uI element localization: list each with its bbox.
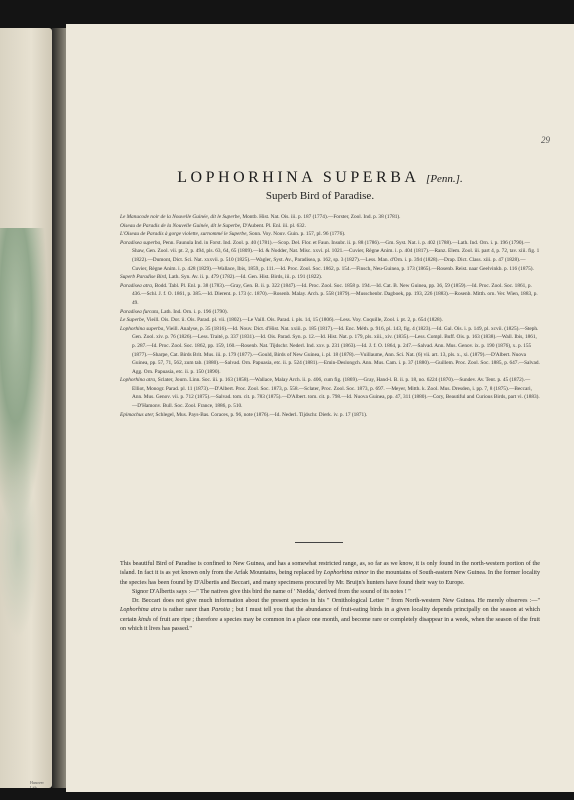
body-paragraph-text: This beautiful Bird of Paradise is confined to New Guinea, and has a somewhat restricted range, as, so far as we know, it is only found in the north-western portion of the island. In fact it is as yet known only from the Arfak Mountains, being replaced by [120, 561, 540, 577]
body-paragraph [120, 560, 540, 588]
page-number: 29 [541, 135, 550, 145]
body-paragraph-text: kinds [138, 616, 152, 623]
synonymy-entry-text: Paradisea superba, [120, 239, 162, 246]
plate-caption: Hanover Lith. [30, 780, 44, 788]
synonymy-entry [120, 222, 540, 231]
synonymy-entry [120, 316, 540, 325]
synonymy-entry-text: L'Oiseau de Paradis à gorge violette, surnommé le Superbe, [120, 231, 248, 238]
synonymy-entry-text: Vieill. Analyse, p. 35 (1816).—Id. Nouv. Dict. d'Hist. Nat. xxiii. p. 185 (1817).—Id. Enc. Méth. p. 916, pl. 143, fig. 4 (1823).—Id. Gal. Ois. i. p. 149, pl. xcvii. (1825).—Steph. Gen. Zool. xiv. p. 76 (1826).—Less. Traité, p. 337 (1831).—Id. Ois. Parad. Syn. p. 12.—Id. Hist. Nat. p. 179, pls. xiii., xiv. (1835).—Less. Compl. Buff. Ois. p. 163 (1838).—Wall. Ibis, 1861, p. 287.—Id. Proc. Zool. Soc. 1862, pp. 159, 160.—Rosenb. Nat. Tijdschr. Nederl. Ind. xxv. p. 231 (1863).—Id. J. f. O. 1864, p. 247.—Salvad. Ann. Mus. Genov. ix. p. 190 (1876), x. p. 155 (1877).—Sharpe, Cat. Birds Brit. Mus. iii. p. 179 (1877).—Gould, Birds of New Guinea, i. pl. 18 (1878).—Vuillaume, Ann. Sci. Nat. (6) vii. art. 13, pls. x., xi. (1879).—D'Albert. Nuova Guinea, pp. 57, 71, 562, zum tab. (1880).—Salvad. Orn. Papuasia, etc. ii. p. 524 (1881).—Emin-Deslongch. Ann. Mus. Cam. i. p. 37 (1880).—Guillem. Proc. Zool. Soc. 1885, p. 647.—Salvad. Agg. Orn. Papuasia, etc. ii. p. 150 (1890). [132, 325, 540, 375]
synonymy-entry [120, 376, 540, 410]
synonymy-entry [120, 230, 540, 239]
synonymy-entry-text: Lophorhina superba, [120, 325, 165, 332]
synonymy-entry-text: Sonn. Voy. Nouv. Guin. p. 157, pl. 96 (1776). [247, 231, 346, 238]
synonymy-entry-text: Oiseau de Paradis de la Nouvelle Guinée, dit le Superbe, [120, 222, 242, 229]
body-text [120, 560, 540, 634]
page-title [66, 169, 574, 187]
body-paragraph-text: Parotia [211, 607, 230, 614]
body-paragraph-text: of fruit are ripe ; therefore a species may be common in a place one month, and become rare or completely disappear in a week, when the season of the fruit on which it lives has passed." [120, 616, 540, 633]
synonymy-entry-text: Superb Paradise Bird, [120, 274, 168, 281]
synonymy-entry [120, 282, 540, 308]
species-authority: [Penn.]. [426, 173, 463, 185]
synonymy-entry-text: Lophorhina atra, [120, 377, 157, 384]
synonymy-entry-text: Schlegel, Mus. Pays-Bas. Coraces, p. 96, note (1876).—Id. Nederl. Tijdschr. Dierk. iv. p. 17 (1871). [154, 411, 368, 418]
synonymy-entry-text: Epimachus ater, [120, 411, 155, 418]
body-paragraph-text: is rather rarer than [160, 607, 212, 614]
synonymy-entry-text: Paradisea atra, [120, 282, 154, 289]
synonymy-entry-text: Bodd. Tabl. Pl. Enl. p. 38 (1783).—Gray, Gen. B. ii. p. 322 (1847).—Id. Proc. Zool. Soc. 1858 p. 194.—Id. Cat. B. New Guinea, pp. 36, 59 (1859).—Id. Proc. Zool. Soc. 1861, p. 436.—Schl. J. f. O. 1861, p. 385.—Id. Dierent. p. 173 (c. 1870).—Rosenb. Malay. Arch. p. 558 (1879).—Musschenbr. Dagboek, pp. 193, 226 (1883).—Rosenb. Mitth. orn. Ver. Wien, 1883, p. 49. [132, 282, 538, 306]
left-page [0, 28, 52, 788]
synonymy-entry [120, 325, 540, 377]
synonymy-entry-text: Le Manucode noir de la Nouvelle Guinée, dit le Superbe, [120, 214, 242, 220]
synonymy-entry [120, 273, 540, 282]
species-name: LOPHORHINA SUPERBA [177, 169, 419, 186]
synonymy-entry-text: Lath. Ind. Orn. i. p. 196 (1790). [159, 308, 228, 315]
synonymy-entry [120, 308, 540, 317]
body-paragraph-text: Lophorhina minor [323, 570, 369, 577]
page-subtitle: Superb Bird of Paradise. [265, 190, 375, 202]
body-paragraph [120, 588, 540, 597]
synonymy-entry [120, 411, 540, 420]
section-divider [295, 542, 343, 543]
synonymy-entry-text: Paradisea furcata, [120, 308, 160, 315]
body-paragraph-text: in the mountains of South-eastern New Guinea. In the former locality the species has been found by D'Albertis and Beccari, and many specimens procured by Mr. Bruijn's hunters have found their way to Europe. [120, 570, 541, 586]
body-paragraph [120, 597, 540, 634]
synonymy-entry-text: Montb. Hist. Nat. Ois. iii. p. 187 (1774).—Forster, Zool. Ind. p. 38 (1781). [241, 214, 401, 220]
body-paragraph-text: ; but I must tell you that the abundance of fruit-eating birds in a given locality depends principally on the season at which certain [120, 607, 540, 623]
body-paragraph-text: Signor D'Albertis says :—" The natives give this bird the name of ' Niedda,' derived from the sound of its notes ! " [132, 588, 411, 595]
synonymy-entry [120, 239, 540, 273]
synonymy-entry [120, 213, 540, 222]
synonymy-entry-text: Vieill. Ois. Dor. ii. Ois. Parad. pl. vii. (1802).—Le Vaill. Ois. Parad. i. pls. 14, 15 (1806).—Less. Voy. Coquille, Zool. i. pt. 2, p. 654 (1828). [145, 317, 443, 324]
synonymy-entry-text: D'Aubent. Pl. Enl. iii. pl. 632. [241, 222, 306, 229]
body-paragraph-text: Lophorhina atra [120, 607, 161, 614]
body-paragraph-text: Dr. Beccari does not give much information about the present species in his " Ornithological Letter " from North-western New Guinea. He merely observes :—" [132, 598, 540, 605]
synonymy-entry-text: Sclater, Journ. Linn. Soc. iii. p. 163 (1858).—Wallace, Malay Arch. ii. p. 406, cum fig. (1869).—Gray, Hand-l. B. ii. p. 18, no. 6224 (1870).—Sundev. Av. Tent. p. 45 (1872).—Elliot, Monogr. Parad. pl. 11 (1873).—D'Albert. Proc. Zool. Soc. 1873, p. 558.—Sclater, Proc. Zool. Soc. 1873, p. 697. —Meyer, Mitth. k. Zool. Mus. Dresden, i. pp. 7, 8 (1875).—Beccari, Ann. Mus. Genov. vii. p. 712 (1875).—Salvad. tom. cit. p. 783 (1875).—D'Albert. tom. cit. p. 798.—Id. Nuova Guinea, pp. 47, 311 (1880).—Cory, Beautiful and Curious Birds, part vi. (1883).—D'Hamonv. Bull. Soc. Zool. France, 1886, p. 510. [132, 377, 540, 410]
book-page [66, 24, 574, 792]
synonymy-list [120, 213, 540, 419]
synonymy-entry-text: Penn. Faunula Ind. in Forst. Ind. Zool. p. 40 (1781).—Scop. Del. Flor. et Faun. Insubr. ii. p. 88 (1786).—Gm. Syst. Nat. i. p. 402 (1788).—Lath. Ind. Orn. i. p. 196 (1790).—Shaw, Gen. Zool. vii. pt. 2, p. 494, pls. 63, 64, 65 (1809).—Id. & Nodder, Nat. Misc. xxvi. pl. 1021.—Cuvier, Règne Anim. i. p. 404 (1817).—Ranz. Elem. Zool. iii. part 4, p. 72, tav. xiii. fig. 1 (1822).—Dumont, Dict. Sci. Nat. xxxvii. p. 510 (1825).—Wagler, Syst. Av., Paradisea, p. 162, sp. 3 (1827).—Less. Man. d'Orn. i. p. 394 (1828).—Drap. Dict. Class. xiii. p. 47 (1828).—Cuvier, Règne Anim. i. p. 428 (1829).—Wallace, Ibis, 1859, p. 111.—Id. Proc. Zool. Soc. 1862, p. 154.—Finsch, Neu-Guinea, p. 173 (1865).—Rosenb. Reist. naar Geelvinkb. p. 116 (1875). [132, 239, 540, 272]
synonymy-entry-text: Le Superbe, [120, 317, 146, 324]
synonymy-entry-text: Lath. Syn. Av. ii. p. 479 (1782).—Id. Gen. Hist. Birds, iii. p. 191 (1822). [167, 274, 323, 281]
plant-illustration-lower [0, 458, 38, 638]
